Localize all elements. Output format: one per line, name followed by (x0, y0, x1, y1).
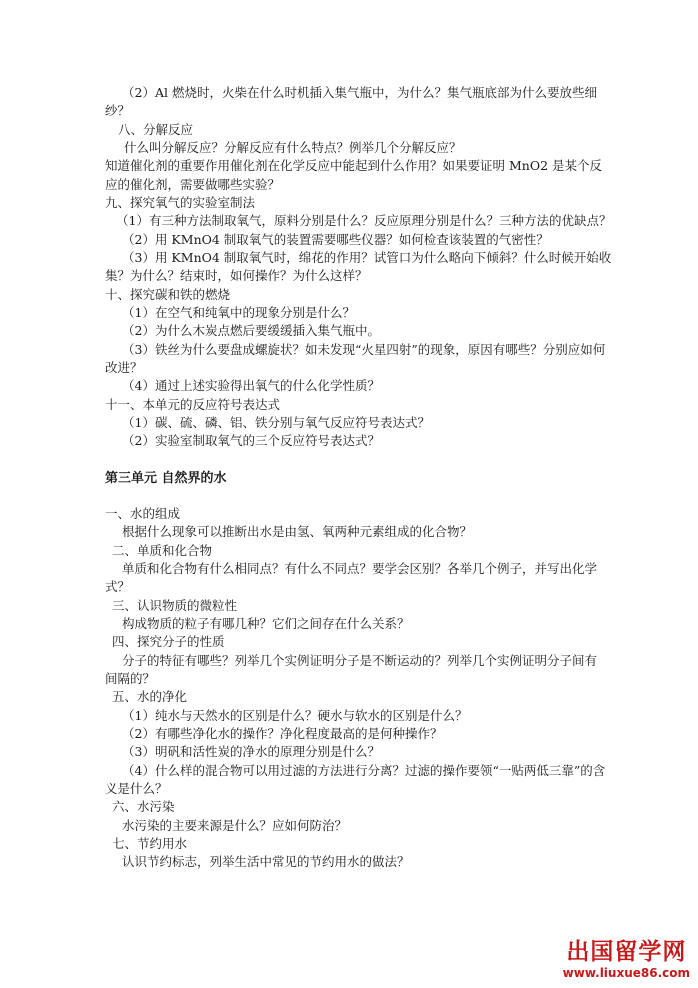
text-line: 认识节约标志，列举生活中常见的节约用水的做法？ (122, 854, 410, 869)
text-line: （2）为什么木炭点燃后要缓缓插入集气瓶中。 (122, 323, 380, 338)
watermark-title: 出国留学网 (566, 939, 687, 965)
section-title: 六、水污染 (112, 799, 175, 814)
text-line: （2）Al 燃烧时，火柴在什么时机插入集气瓶中，为什么？集气瓶底部为什么要放些细 (122, 85, 597, 100)
text-line: （4）通过上述实验得出氧气的什么化学性质？ (122, 378, 380, 393)
text-line: （3）铁丝为什么要盘成螺旋状？如未发现“火星四射”的现象，原因有哪些？分别应如何 (122, 342, 606, 357)
text-line: 义是什么？ (105, 781, 168, 796)
text-line: 式？ (105, 579, 131, 594)
text-line: 改进？ (105, 360, 143, 375)
text-line: 间隔的？ (105, 671, 156, 686)
watermark-url: www.liuxue86.com (562, 966, 690, 980)
text-line: （1）在空气和纯氧中的现象分别是什么？ (122, 305, 355, 320)
text-line: 分子的特征有哪些？列举几个实例证明分子是不断运动的？列举几个实例证明分子间有 (122, 653, 598, 668)
text-line: 构成物质的粒子有哪几种？它们之间存在什么关系？ (122, 616, 410, 631)
text-line: 单质和化合物有什么相同点？有什么不同点？要学会区别？各举几个例子，并写出化学 (122, 561, 598, 576)
text-line: （2）有哪些净化水的操作？净化程度最高的是何种操作？ (122, 726, 443, 741)
text-line: （3）用 KMnO4 制取氧气时，绵花的作用？试管口为什么略向下倾斜？什么时候开始收 (122, 250, 612, 265)
text-line: （1）碳、硫、磷、铝、铁分别与氧气反应符号表达式？ (122, 415, 430, 430)
unit-heading: 第三单元 自然界的水 (105, 471, 227, 486)
section-title: 二、单质和化合物 (112, 543, 213, 558)
section-title: 九、探究氧气的实验室制法 (105, 195, 256, 210)
text-line: （2）实验室制取氧气的三个反应符号表达式？ (122, 433, 380, 448)
text-line: 集？为什么？结束时，如何操作？为什么这样？ (105, 268, 368, 283)
section-title: 十、探究碳和铁的燃烧 (105, 287, 231, 302)
site-watermark-logo (563, 938, 690, 980)
text-line: （4）什么样的混合物可以用过滤的方法进行分离？过滤的操作要领“一贴两低三靠”的含 (122, 763, 606, 778)
text-line: 根据什么现象可以推断出水是由氢、氧两种元素组成的化合物？ (122, 524, 473, 539)
text-line: （3）明矾和活性炭的净水的原理分别是什么？ (122, 744, 380, 759)
text-line: （2）用 KMnO4 制取氧气的装置需要哪些仪器？如何检查该装置的气密性？ (122, 232, 549, 247)
text-line: 应的催化剂，需要做哪些实验？ (105, 177, 281, 192)
text-line: 水污染的主要来源是什么？应如何防治？ (122, 818, 348, 833)
section-title: 十一、本单元的反应符号表达式 (105, 397, 281, 412)
text-line: （1）纯水与天然水的区别是什么？硬水与软水的区别是什么？ (122, 708, 468, 723)
section-title: 一、水的组成 (105, 506, 181, 521)
text-line: 纱？ (105, 103, 131, 118)
section-title: 四、探究分子的性质 (112, 634, 225, 649)
section-title: 八、分解反应 (118, 122, 194, 137)
text-line: 什么叫分解反应？分解反应有什么特点？例举几个分解反应？ (124, 140, 462, 155)
text-line: （1）有三种方法制取氧气，原料分别是什么？反应原理分别是什么？三种方法的优缺点？ (116, 213, 612, 228)
text-line: 知道催化剂的重要作用催化剂在化学反应中能起到什么作用？如果要证明 MnO2 是某个反 (105, 158, 602, 173)
section-title: 七、节约用水 (112, 836, 188, 851)
section-title: 五、水的净化 (112, 689, 188, 704)
section-title: 三、认识物质的微粒性 (112, 598, 238, 613)
